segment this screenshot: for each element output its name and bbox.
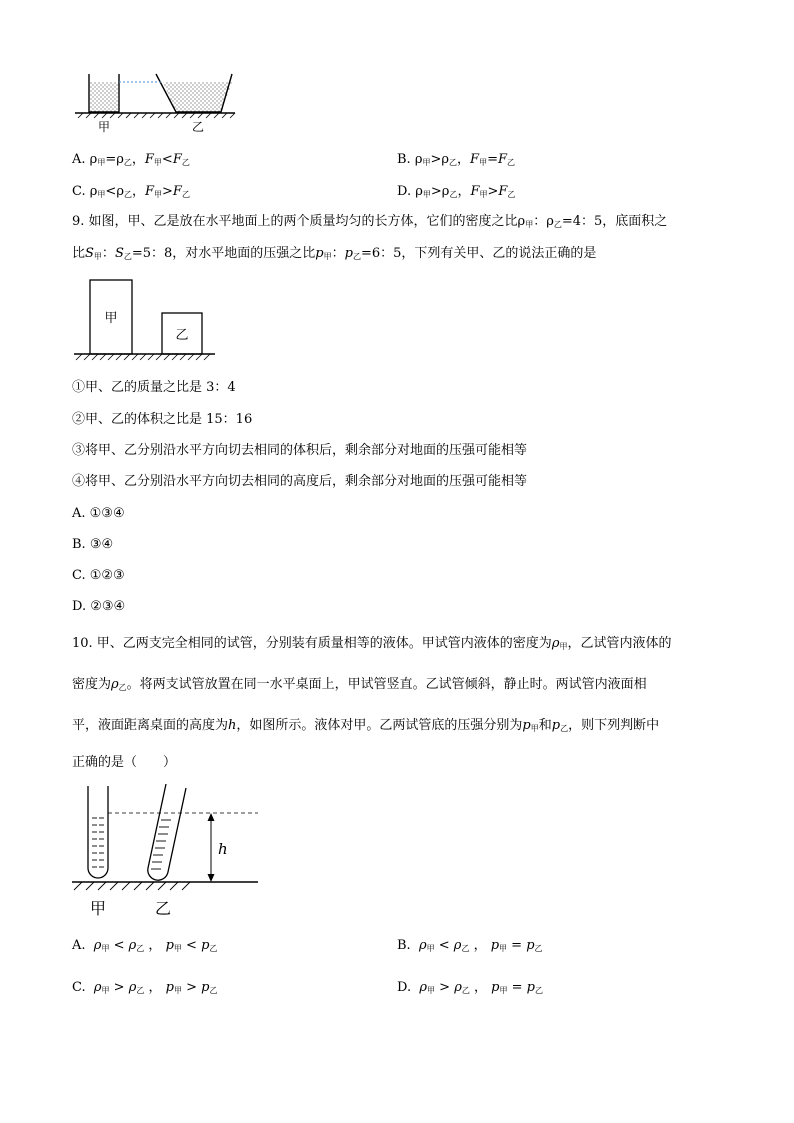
- q9-option-d[interactable]: D. ②③④: [72, 599, 126, 614]
- q10-stem-line2: 密度为ρ乙。将两支试管放置在同一水平桌面上，甲试管竖直。乙试管倾斜，静止时。两试管内液面相: [72, 677, 647, 692]
- q10-option-c[interactable]: C. ρ甲 > ρ乙 ， p甲 > p乙: [72, 980, 218, 995]
- q9-label-jia: 甲: [104, 311, 118, 326]
- q8-option-b[interactable]: B. ρ甲>ρ乙，F甲=F乙: [397, 152, 515, 167]
- q9-statement-1: ①甲、乙的质量之比是 3：4: [72, 380, 236, 395]
- q8-option-d[interactable]: D. ρ甲>ρ乙，F甲>F乙: [397, 184, 516, 199]
- q9-statement-2: ②甲、乙的体积之比是 15：16: [72, 412, 253, 427]
- q9-figure: [70, 276, 220, 366]
- q10-label-jia: 甲: [89, 899, 107, 918]
- q8-option-c[interactable]: C. ρ甲<ρ乙，F甲>F乙: [72, 184, 190, 199]
- q9-option-c[interactable]: C. ①②③: [72, 568, 125, 583]
- q8-label-jia: 甲: [97, 120, 111, 134]
- q9-option-b[interactable]: B. ③④: [72, 537, 114, 552]
- q9-stem-line2: 比S甲：S乙=5：8，对水平地面的压强之比p甲：p乙=6：5，下列有关甲、乙的说法正确的是: [72, 246, 597, 261]
- q8-figure: [70, 66, 240, 136]
- q9-statement-3: ③将甲、乙分别沿水平方向切去相同的体积后，剩余部分对地面的压强可能相等: [72, 443, 528, 458]
- q10-label-h: h: [218, 840, 228, 858]
- q9-label-yi: 乙: [175, 328, 189, 343]
- q10-option-b[interactable]: B. ρ甲 < ρ乙 ， p甲 = p乙: [397, 938, 543, 953]
- q10-option-d[interactable]: D. ρ甲 > ρ乙 ， p甲 = p乙: [397, 980, 543, 995]
- q9-stem-line1: 9. 如图，甲、乙是放在水平地面上的两个质量均匀的长方体，它们的密度之比ρ甲：ρ乙=4：5，底面积之: [72, 214, 668, 229]
- q10-stem-line3: 平，液面距离桌面的高度为h，如图所示。液体对甲。乙两试管底的压强分别为p甲和p乙，则下列判断中: [72, 718, 660, 733]
- q10-stem-line4: 正确的是（ ）: [72, 755, 177, 770]
- q9-statement-4: ④将甲、乙分别沿水平方向切去相同的高度后，剩余部分对地面的压强可能相等: [72, 474, 528, 489]
- q10-stem-line1: 10. 甲、乙两支完全相同的试管，分别装有质量相等的液体。甲试管内液体的密度为ρ甲，乙试管内液体的: [72, 636, 672, 651]
- q9-option-a[interactable]: A. ①③④: [72, 506, 125, 521]
- q10-label-yi: 乙: [154, 899, 172, 918]
- q10-figure: [68, 778, 268, 928]
- q8-label-yi: 乙: [191, 120, 205, 134]
- q8-option-a[interactable]: A. ρ甲=ρ乙，F甲<F乙: [72, 152, 190, 167]
- q10-option-a[interactable]: A. ρ甲 < ρ乙 ， p甲 < p乙: [72, 938, 218, 953]
